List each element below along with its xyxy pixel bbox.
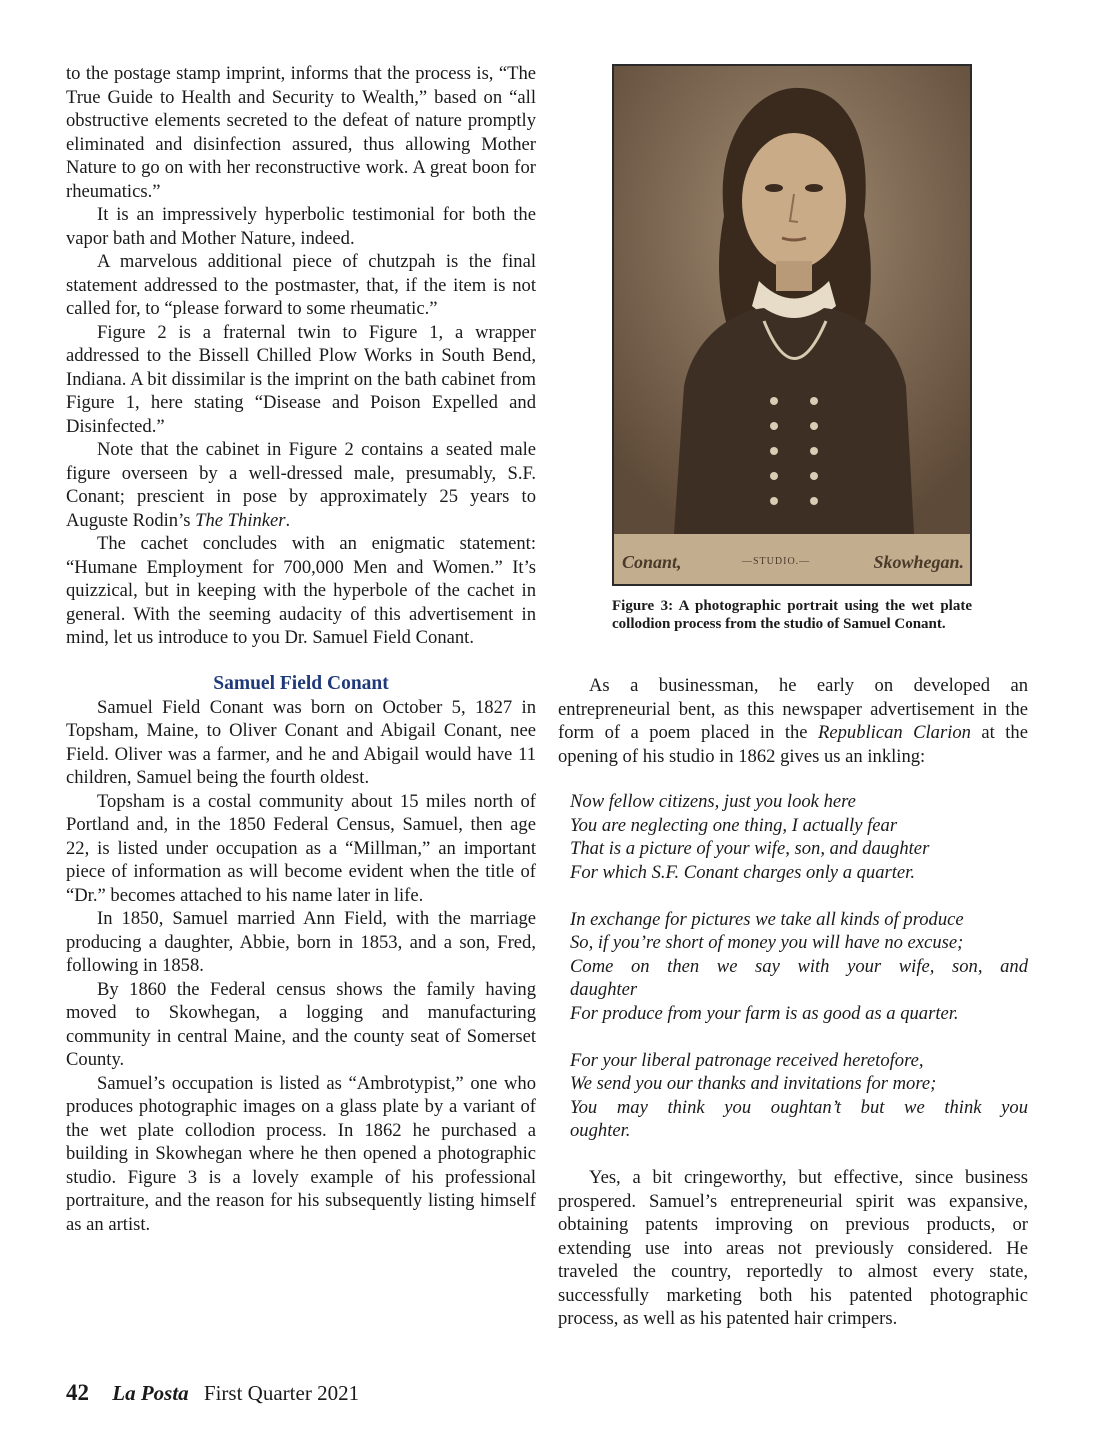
- issue-date: First Quarter 2021: [203, 1381, 360, 1405]
- text-run: at the opening of his studio in 1862 gives us an inkling:: [558, 722, 1028, 767]
- left-column: [66, 62, 536, 1236]
- paragraph: to the postage stamp imprint, informs that the process is, “The True Guide to Health and Security to Wealth,” based on “all obstructive elements secreted to the defeat of nature promptly eliminated and disinfection assured, thus allowing Mother Nature to go on with her reconstructive work. A great boon for rheumatics.”: [66, 63, 536, 202]
- poem-line: daughter: [570, 979, 638, 1000]
- page-number: 42: [66, 1380, 89, 1405]
- paragraph: Yes, a bit cringeworthy, but effective, since business prospered. Samuel’s entrepreneurial spirit was expansive, obtaining patents improving on previous products, or extending use into areas not previously considered. He traveled the country, reportedly to almost every state, successfully marketing both his patented photographic process, as well as his patented hair crimpers.: [558, 1167, 1028, 1329]
- text-run: Note that the cabinet in Figure 2 contains a seated male figure overseen by a well-dressed male, presumably, S.F. Conant; prescient in pose by approximately 25 years to Auguste Rodin’s: [66, 439, 536, 531]
- italic-title: Republican Clarion: [817, 722, 971, 743]
- poem-line: For which S.F. Conant charges only a quarter.: [570, 861, 916, 883]
- figure-3: [612, 64, 972, 633]
- paragraph: Samuel Field Conant was born on October 5, 1827 in Topsham, Maine, to Oliver Conant and Abigail Conant, nee Field. Oliver was a farmer, and he and Abigail would have 11 children, Samuel being the fourth oldest.: [66, 696, 536, 788]
- right-column: [558, 674, 1028, 1331]
- figure-caption: Figure 3: A photographic portrait using the wet plate collodion process from the studio of Samuel Conant.: [612, 598, 972, 632]
- poem-stanza: [570, 1049, 1028, 1143]
- page-footer: [66, 1380, 359, 1406]
- photo-imprint-left: Conant,: [622, 552, 682, 572]
- paragraph: Figure 2 is a fraternal twin to Figure 1, a wrapper addressed to the Bissell Chilled Plow Works in South Bend, Indiana. A bit dissimilar is the imprint on the bath cabinet from Figure 1, here stating “Disease and Poison Expelled and Disinfected.”: [66, 321, 536, 437]
- poem-line: Now fellow citizens, just you look here: [570, 791, 856, 812]
- portrait-photo: [612, 64, 972, 586]
- poem-stanza: [570, 908, 1028, 1026]
- poem-stanza: [570, 790, 1028, 884]
- poem: [570, 790, 1028, 1143]
- paragraph: [558, 674, 1028, 768]
- poem-line: oughter.: [570, 1120, 631, 1141]
- text-run: .: [285, 509, 291, 531]
- photo-imprint: [614, 534, 970, 584]
- paragraph: Samuel’s occupation is listed as “Ambrotypist,” one who produces photographic images on a glass plate by a variant of the wet plate collodion process. In 1862 he purchased a building in Skowhegan where he then opened a photographic studio. Figure 3 is a lovely example of his professional portraiture, and the reason for his subsequently listing himself as an artist.: [66, 1072, 536, 1235]
- poem-line: You are neglecting one thing, I actually fear: [570, 814, 898, 836]
- paragraph: Topsham is a costal community about 15 miles north of Portland and, in the 1850 Federal Census, Samuel, then age 22, is listed under occupation as a “Millman,” an important piece of information as will become evident when the title of “Dr.” becomes attached to his name later in life.: [66, 790, 536, 906]
- photo-imprint-right: Skowhegan.: [873, 552, 964, 572]
- poem-line: We send you our thanks and invitations for more;: [570, 1073, 937, 1094]
- paragraph: [66, 438, 536, 532]
- magazine-title: La Posta: [112, 1381, 189, 1405]
- paragraph: The cachet concludes with an enigmatic statement: “Humane Employment for 700,000 Men and Women.” It’s quizzical, but in keeping with the hyperbole of the cachet in general. With the seeming audacity of this advertisement in mind, let us introduce to you Dr. Samuel Field Conant.: [66, 533, 536, 648]
- poem-line: For produce from your farm is as good as a quarter.: [570, 1002, 959, 1024]
- paragraph: A marvelous additional piece of chutzpah is the final statement addressed to the postmaster, that, if the item is not called for, to “please forward to some rheumatic.”: [66, 251, 536, 319]
- text-run: As a businessman, he early on developed an entrepreneurial bent, as this newspaper advertisement in the form of a poem placed in the: [558, 675, 1028, 743]
- poem-line: In exchange for pictures we take all kinds of produce: [570, 908, 964, 930]
- poem-line: So, if you’re short of money you will have no excuse;: [570, 932, 964, 953]
- portrait-image: [614, 66, 970, 534]
- poem-line: For your liberal patronage received heretofore,: [570, 1049, 924, 1071]
- paragraph: By 1860 the Federal census shows the family having moved to Skowhegan, a logging and manufacturing community in central Maine, and the county seat of Somerset County.: [66, 978, 536, 1070]
- photo-imprint-middle: —STUDIO.—: [742, 556, 811, 567]
- poem-line: Come on then we say with your wife, son, and: [570, 955, 1028, 977]
- poem-line: You may think you oughtan’t but we think you: [570, 1096, 1028, 1118]
- paragraph: It is an impressively hyperbolic testimonial for both the vapor bath and Mother Nature, indeed.: [66, 204, 536, 249]
- paragraph: In 1850, Samuel married Ann Field, with the marriage producing a daughter, Abbie, born in 1853, and a son, Fred, following in 1858.: [66, 908, 536, 976]
- poem-line: That is a picture of your wife, son, and daughter: [570, 838, 930, 859]
- section-heading: Samuel Field Conant: [213, 672, 389, 694]
- italic-title: The Thinker: [195, 509, 286, 531]
